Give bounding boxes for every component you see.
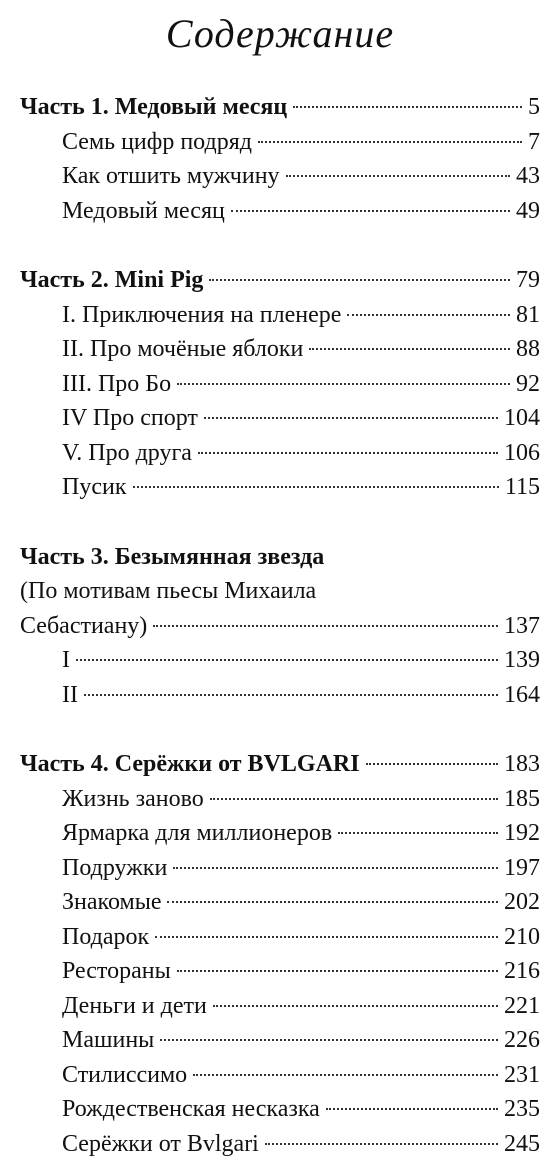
dot-leader: [231, 210, 510, 212]
toc-entry[interactable]: [20, 1092, 540, 1127]
entry-title: I: [62, 643, 70, 678]
dot-leader: [76, 659, 498, 661]
page-number: 164: [504, 678, 540, 713]
entry-title: Жизнь заново: [62, 782, 204, 817]
dot-leader: [347, 314, 510, 316]
entry-title: Семь цифр подряд: [62, 125, 252, 160]
part-title-text: Часть 3. Безымянная звезда: [20, 544, 324, 570]
page-number: 49: [516, 194, 540, 229]
dot-leader: [153, 625, 498, 627]
toc-entry[interactable]: [20, 885, 540, 920]
toc-entry[interactable]: [20, 194, 540, 229]
entry-title: Медовый месяц: [62, 194, 225, 229]
dot-leader: [293, 106, 522, 108]
dot-leader: [160, 1039, 498, 1041]
toc-entry[interactable]: [20, 401, 540, 436]
toc-entry[interactable]: [20, 851, 540, 886]
entry-title: IV Про спорт: [62, 401, 198, 436]
toc-part-heading[interactable]: [20, 90, 540, 125]
toc-entry[interactable]: [20, 989, 540, 1024]
toc-entry[interactable]: [20, 1058, 540, 1093]
page-number: 183: [504, 747, 540, 782]
toc-entry[interactable]: [20, 298, 540, 333]
page-number: 245: [504, 1127, 540, 1161]
page-number: 216: [504, 954, 540, 989]
dot-leader: [177, 970, 498, 972]
page-number: 235: [504, 1092, 540, 1127]
page-number: 202: [504, 885, 540, 920]
toc-entry[interactable]: [20, 920, 540, 955]
toc-entry[interactable]: [20, 436, 540, 471]
page-number: 192: [504, 816, 540, 851]
dot-leader: [213, 1005, 498, 1007]
dot-leader: [173, 867, 498, 869]
toc-entry[interactable]: [20, 782, 540, 817]
toc-part-heading[interactable]: [20, 747, 540, 782]
page-number: 104: [504, 401, 540, 436]
toc-entry[interactable]: [20, 159, 540, 194]
page-number: 139: [504, 643, 540, 678]
toc-entry[interactable]: [20, 125, 540, 160]
page-number: 226: [504, 1023, 540, 1058]
entry-title: Пусик: [62, 470, 127, 505]
page-number: 137: [504, 609, 540, 644]
page-number: 185: [504, 782, 540, 817]
dot-leader: [177, 383, 510, 385]
entry-title: II: [62, 678, 78, 713]
part-title[interactable]: [20, 540, 540, 575]
dot-leader: [209, 279, 510, 281]
entry-title: Машины: [62, 1023, 154, 1058]
dot-leader: [258, 141, 522, 143]
entry-title: Знакомые: [62, 885, 161, 920]
dot-leader: [133, 486, 499, 488]
page-number: 5: [528, 90, 540, 125]
page-number: 81: [516, 298, 540, 333]
page-number: 7: [528, 125, 540, 160]
toc-entry[interactable]: [20, 954, 540, 989]
table-of-contents: [20, 90, 540, 1161]
entry-title: Ярмарка для миллионеров: [62, 816, 332, 851]
toc-entry[interactable]: [20, 332, 540, 367]
page-title: Содержание: [0, 10, 560, 58]
entry-title: I. Приключения на пленере: [62, 298, 341, 333]
entry-title: Как отшить мужчину: [62, 159, 280, 194]
dot-leader: [84, 694, 498, 696]
dot-leader: [204, 417, 498, 419]
entry-title: Деньги и дети: [62, 989, 207, 1024]
page-number: 88: [516, 332, 540, 367]
toc-entry[interactable]: [20, 470, 540, 505]
entry-title: II. Про мочёные яблоки: [62, 332, 303, 367]
part-subtitle-end: Себастиану): [20, 609, 147, 644]
entry-title: III. Про Бо: [62, 367, 171, 402]
page-number: 115: [505, 470, 540, 505]
page-number: 221: [504, 989, 540, 1024]
entry-title: V. Про друга: [62, 436, 192, 471]
page-number: 106: [504, 436, 540, 471]
toc-section-part-1: [20, 90, 540, 228]
dot-leader: [286, 175, 510, 177]
dot-leader: [326, 1108, 498, 1110]
toc-entry[interactable]: [20, 367, 540, 402]
toc-entry[interactable]: [20, 678, 540, 713]
entry-title: Подарок: [62, 920, 149, 955]
toc-entry[interactable]: [20, 816, 540, 851]
page-number: 92: [516, 367, 540, 402]
toc-part-subtitle-row[interactable]: [20, 609, 540, 644]
toc-section-part-4: [20, 747, 540, 1161]
part-title: Часть 2. Mini Pig: [20, 263, 203, 298]
toc-entry[interactable]: [20, 643, 540, 678]
toc-entry[interactable]: [20, 1127, 540, 1161]
part-title: Часть 4. Серёжки от BVLGARI: [20, 747, 360, 782]
part-subtitle-line: (По мотивам пьесы Михаила: [20, 574, 540, 609]
dot-leader: [210, 798, 498, 800]
toc-entry[interactable]: [20, 1023, 540, 1058]
dot-leader: [309, 348, 510, 350]
dot-leader: [198, 452, 498, 454]
page-number: 79: [516, 263, 540, 298]
toc-part-heading[interactable]: [20, 263, 540, 298]
entry-title: Серёжки от Bvlgari: [62, 1127, 259, 1161]
toc-section-part-3: [20, 540, 540, 713]
entry-title: Подружки: [62, 851, 167, 886]
dot-leader: [366, 763, 498, 765]
page-number: 231: [504, 1058, 540, 1093]
page-number: 210: [504, 920, 540, 955]
dot-leader: [193, 1074, 498, 1076]
toc-section-part-2: [20, 263, 540, 505]
entry-title: Рестораны: [62, 954, 171, 989]
page-number: 197: [504, 851, 540, 886]
dot-leader: [167, 901, 498, 903]
dot-leader: [338, 832, 498, 834]
dot-leader: [155, 936, 498, 938]
entry-title: Рождественская несказка: [62, 1092, 320, 1127]
page-number: 43: [516, 159, 540, 194]
dot-leader: [265, 1143, 498, 1145]
entry-title: Стилиссимо: [62, 1058, 187, 1093]
part-title: Часть 1. Медовый месяц: [20, 90, 287, 125]
